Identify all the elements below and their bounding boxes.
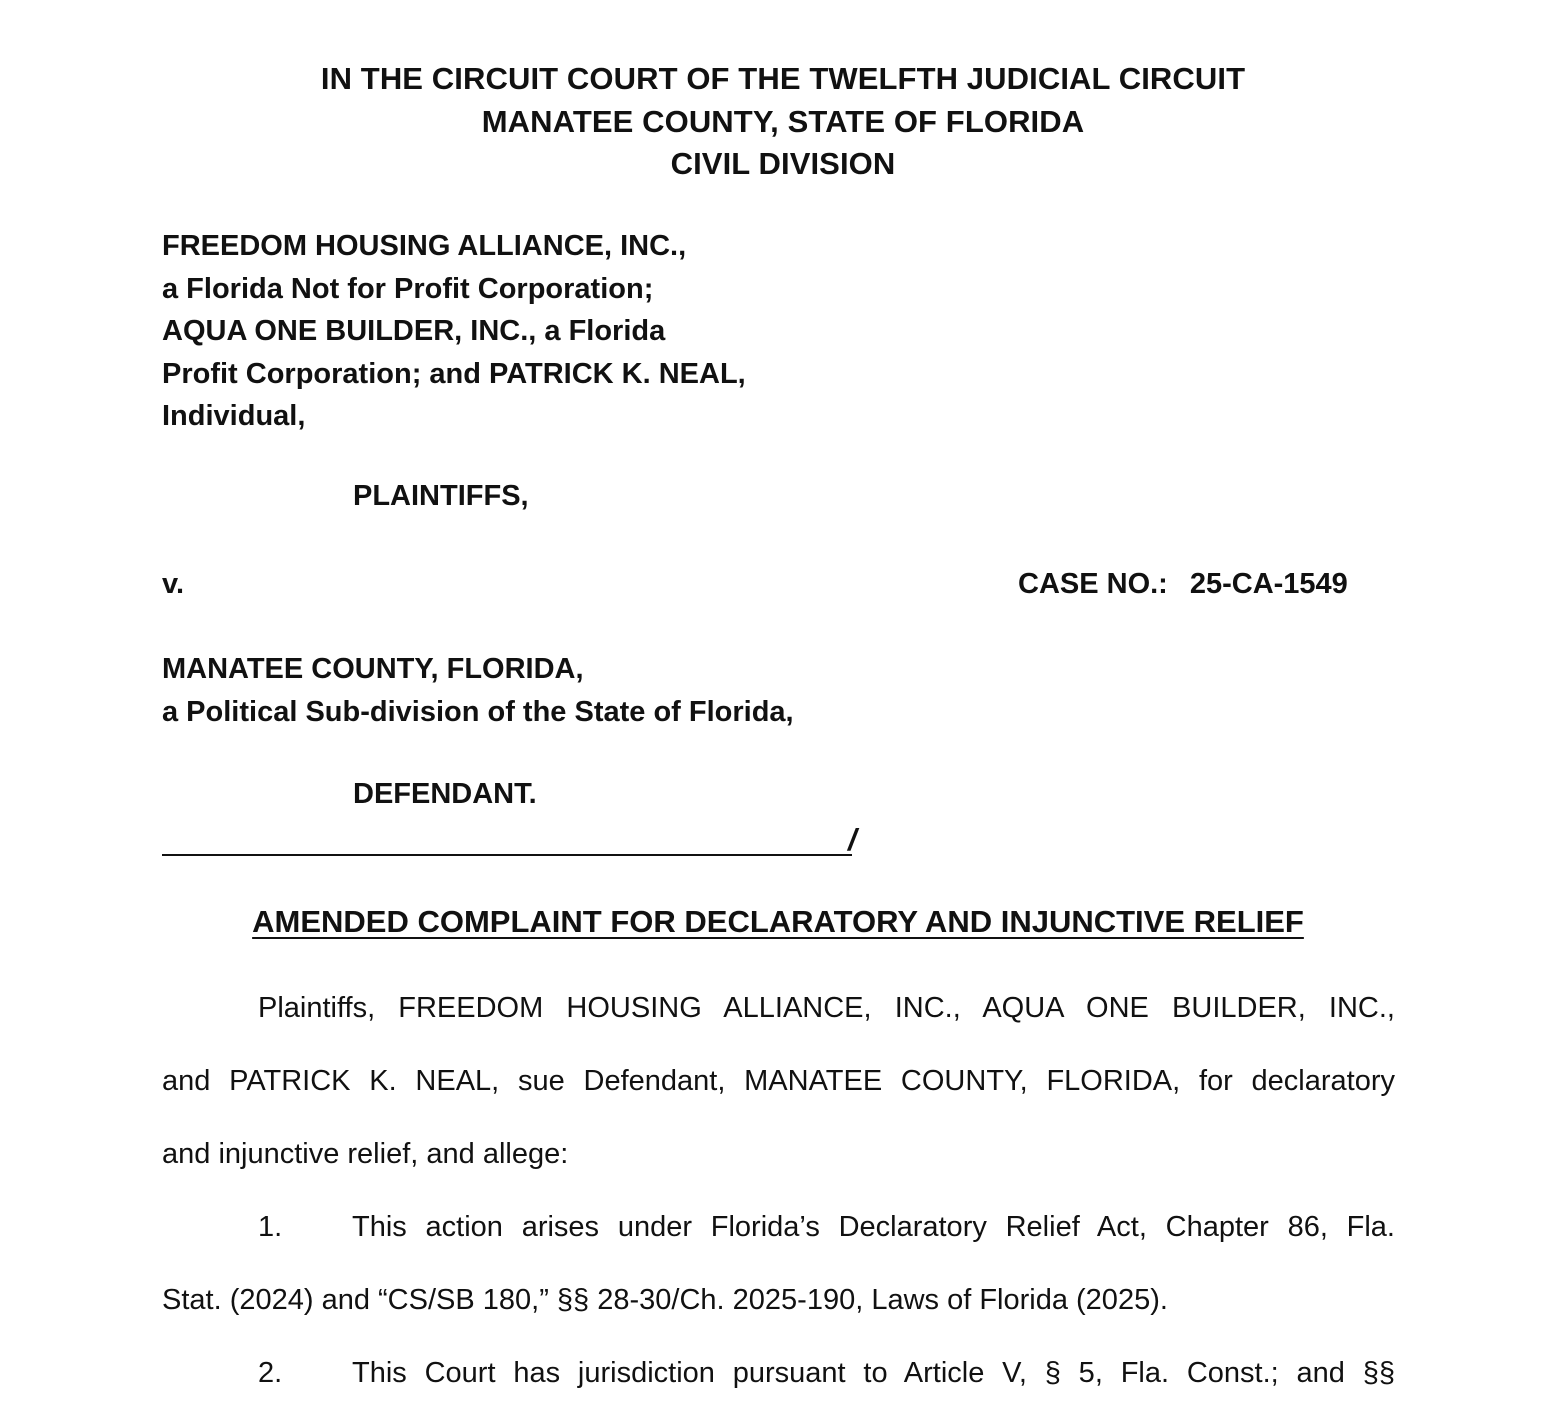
case-number-block bbox=[1018, 568, 1348, 601]
plaintiffs-label: PLAINTIFFS, bbox=[353, 480, 529, 512]
plaintiffs-line: Individual, bbox=[162, 400, 306, 432]
paragraph-line: Plaintiffs, FREEDOM HOUSING ALLIANCE, INC., AQUA ONE BUILDER, INC., bbox=[258, 992, 1395, 1024]
paragraph-text: This Court has jurisdiction pursuant to Article V, § 5, Fla. Const.; and §§ bbox=[352, 1357, 1395, 1389]
caption-divider-line bbox=[162, 824, 852, 856]
plaintiffs-line: FREEDOM HOUSING ALLIANCE, INC., bbox=[162, 230, 687, 262]
paragraph-text: This action arises under Florida’s Declaratory Relief Act, Chapter 86, Fla. bbox=[352, 1211, 1395, 1243]
paragraph-line: and injunctive relief, and allege: bbox=[162, 1138, 569, 1170]
defendant-caption bbox=[162, 648, 794, 733]
intro-paragraph bbox=[162, 972, 1395, 1191]
defendant-line: MANATEE COUNTY, FLORIDA, bbox=[162, 653, 584, 685]
court-header-line-2: MANATEE COUNTY, STATE OF FLORIDA bbox=[481, 103, 1085, 139]
paragraph-line: Stat. (2024) and “CS/SB 180,” §§ 28-30/Ch. 2025-190, Laws of Florida (2025). bbox=[162, 1284, 1168, 1316]
paragraph-line: and PATRICK K. NEAL, sue Defendant, MANATEE COUNTY, FLORIDA, for declaratory bbox=[162, 1065, 1395, 1097]
paragraph-first-line bbox=[162, 1191, 1395, 1264]
court-header-line-1: IN THE CIRCUIT COURT OF THE TWELFTH JUDICIAL CIRCUIT bbox=[320, 61, 1246, 96]
case-number-label: CASE NO.: bbox=[1018, 568, 1168, 600]
plaintiffs-line: Profit Corporation; and PATRICK K. NEAL, bbox=[162, 357, 746, 390]
court-header-line-3: CIVIL DIVISION bbox=[670, 146, 896, 181]
plaintiffs-line: a Florida Not for Profit Corporation; bbox=[162, 272, 654, 305]
paragraph-number: 2. bbox=[258, 1357, 283, 1389]
defendant-line: a Political Sub-division of the State of Florida, bbox=[162, 695, 794, 728]
court-header bbox=[0, 58, 1566, 186]
versus-label: v. bbox=[162, 568, 185, 600]
caption-divider-slash: / bbox=[848, 822, 857, 857]
document-title-text: AMENDED COMPLAINT FOR DECLARATORY AND INJUNCTIVE RELIEF bbox=[252, 904, 1304, 939]
numbered-paragraph-1 bbox=[162, 1191, 1395, 1337]
paragraph-first-line bbox=[162, 1337, 1395, 1410]
plaintiffs-caption bbox=[162, 225, 746, 438]
plaintiffs-line: AQUA ONE BUILDER, INC., a Florida bbox=[162, 315, 666, 347]
document-title bbox=[0, 904, 1556, 940]
numbered-paragraph-2 bbox=[162, 1337, 1395, 1410]
paragraph-number: 1. bbox=[258, 1211, 283, 1243]
defendant-label: DEFENDANT. bbox=[353, 778, 537, 810]
case-number-value: 25-CA-1549 bbox=[1189, 568, 1348, 600]
